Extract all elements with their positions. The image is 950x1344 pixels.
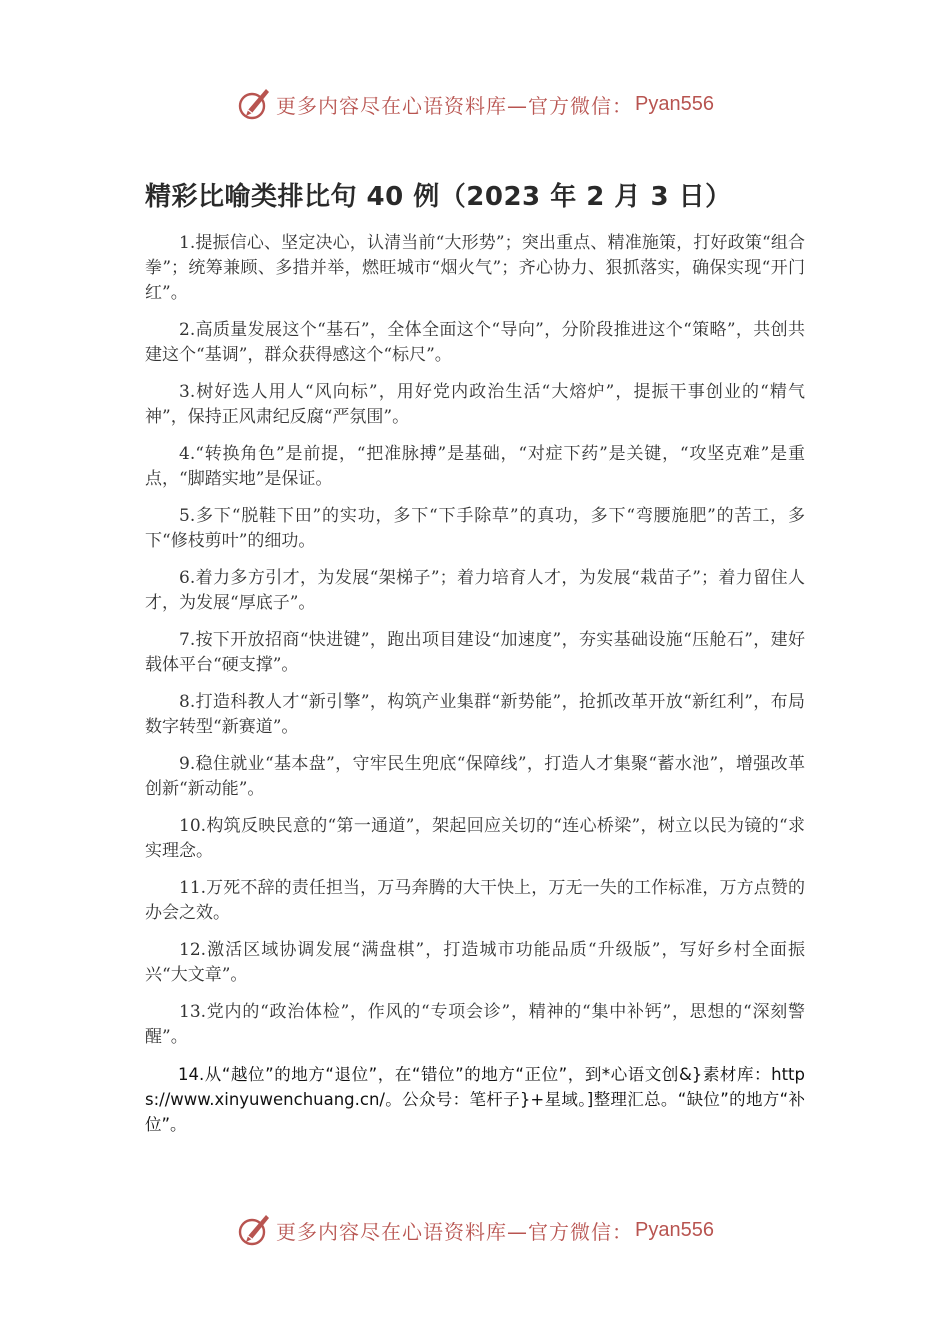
quill-pen-logo-icon [236, 86, 272, 122]
banner-text: 更多内容尽在心语资料库—官方微信： [276, 1219, 634, 1244]
paragraph-1: 1.提振信心、坚定决心，认清当前“大形势”；突出重点、精准施策，打好政策“组合拳”；统筹兼顾、多措并举，燃旺城市“烟火气”；齐心协力、狠抓落实，确保实现“开门红”。 [145, 233, 805, 303]
paragraph-12: 12.激活区域协调发展“满盘棋”，打造城市功能品质“升级版”，写好乡村全面振兴“大文章”。 [145, 940, 805, 985]
footer-banner [0, 1210, 950, 1250]
header-banner [0, 84, 950, 124]
paragraph-13: 13.党内的“政治体检”，作风的“专项会诊”，精神的“集中补钙”，思想的“深刻警醒”。 [145, 1002, 805, 1047]
paragraph-8: 8.打造科教人才“新引擎”，构筑产业集群“新势能”，抢抓改革开放“新红利”，布局数字转型“新赛道”。 [145, 692, 805, 737]
paragraph-4: 4.“转换角色”是前提，“把准脉搏”是基础，“对症下药”是关键，“攻坚克难”是重点，“脚踏实地”是保证。 [145, 444, 805, 489]
paragraph-6: 6.着力多方引才，为发展“架梯子”；着力培育人才，为发展“栽苗子”；着力留住人才，为发展“厚底子”。 [145, 568, 805, 613]
paragraph-2: 2.高质量发展这个“基石”，全体全面这个“导向”，分阶段推进这个“策略”，共创共建这个“基调”，群众获得感这个“标尺”。 [145, 320, 805, 365]
paragraph-9: 9.稳住就业“基本盘”，守牢民生兜底“保障线”，打造人才集聚“蓄水池”，增强改革创新“新动能”。 [145, 754, 805, 799]
paragraph-5: 5.多下“脱鞋下田”的实功，多下“下手除草”的真功，多下“弯腰施肥”的苦工，多下“修枝剪叶”的细功。 [145, 506, 805, 551]
document-title: 精彩比喻类排比句 40 例（2023 年 2 月 3 日） [145, 182, 732, 212]
banner-text: 更多内容尽在心语资料库—官方微信： [276, 93, 634, 118]
paragraph-10: 10.构筑反映民意的“第一通道”，架起回应关切的“连心桥梁”，树立以民为镜的“求实理念。 [145, 816, 805, 861]
document-body [145, 231, 805, 1149]
banner-wechat-id: Pyan556 [635, 92, 714, 115]
paragraph-3: 3.树好选人用人“风向标”，用好党内政治生活“大熔炉”，提振干事创业的“精气神”，保持正风肃纪反腐“严氛围”。 [145, 382, 805, 427]
paragraph-14: 14.从“越位”的地方“退位”，在“错位”的地方“正位”，到*心语文创&}素材库：https://www.xinyuwenchuang.cn/。公众号：笔杆子}+星域。]整理汇总。“缺位”的地方“补位”。 [145, 1065, 805, 1134]
quill-pen-logo-icon [236, 1212, 272, 1248]
banner-wechat-id: Pyan556 [635, 1218, 714, 1241]
paragraph-7: 7.按下开放招商“快进键”，跑出项目建设“加速度”，夯实基础设施“压舱石”，建好载体平台“硬支撑”。 [145, 630, 805, 675]
paragraph-11: 11.万死不辞的责任担当，万马奔腾的大干快上，万无一失的工作标准，万方点赞的办会之效。 [145, 878, 805, 923]
